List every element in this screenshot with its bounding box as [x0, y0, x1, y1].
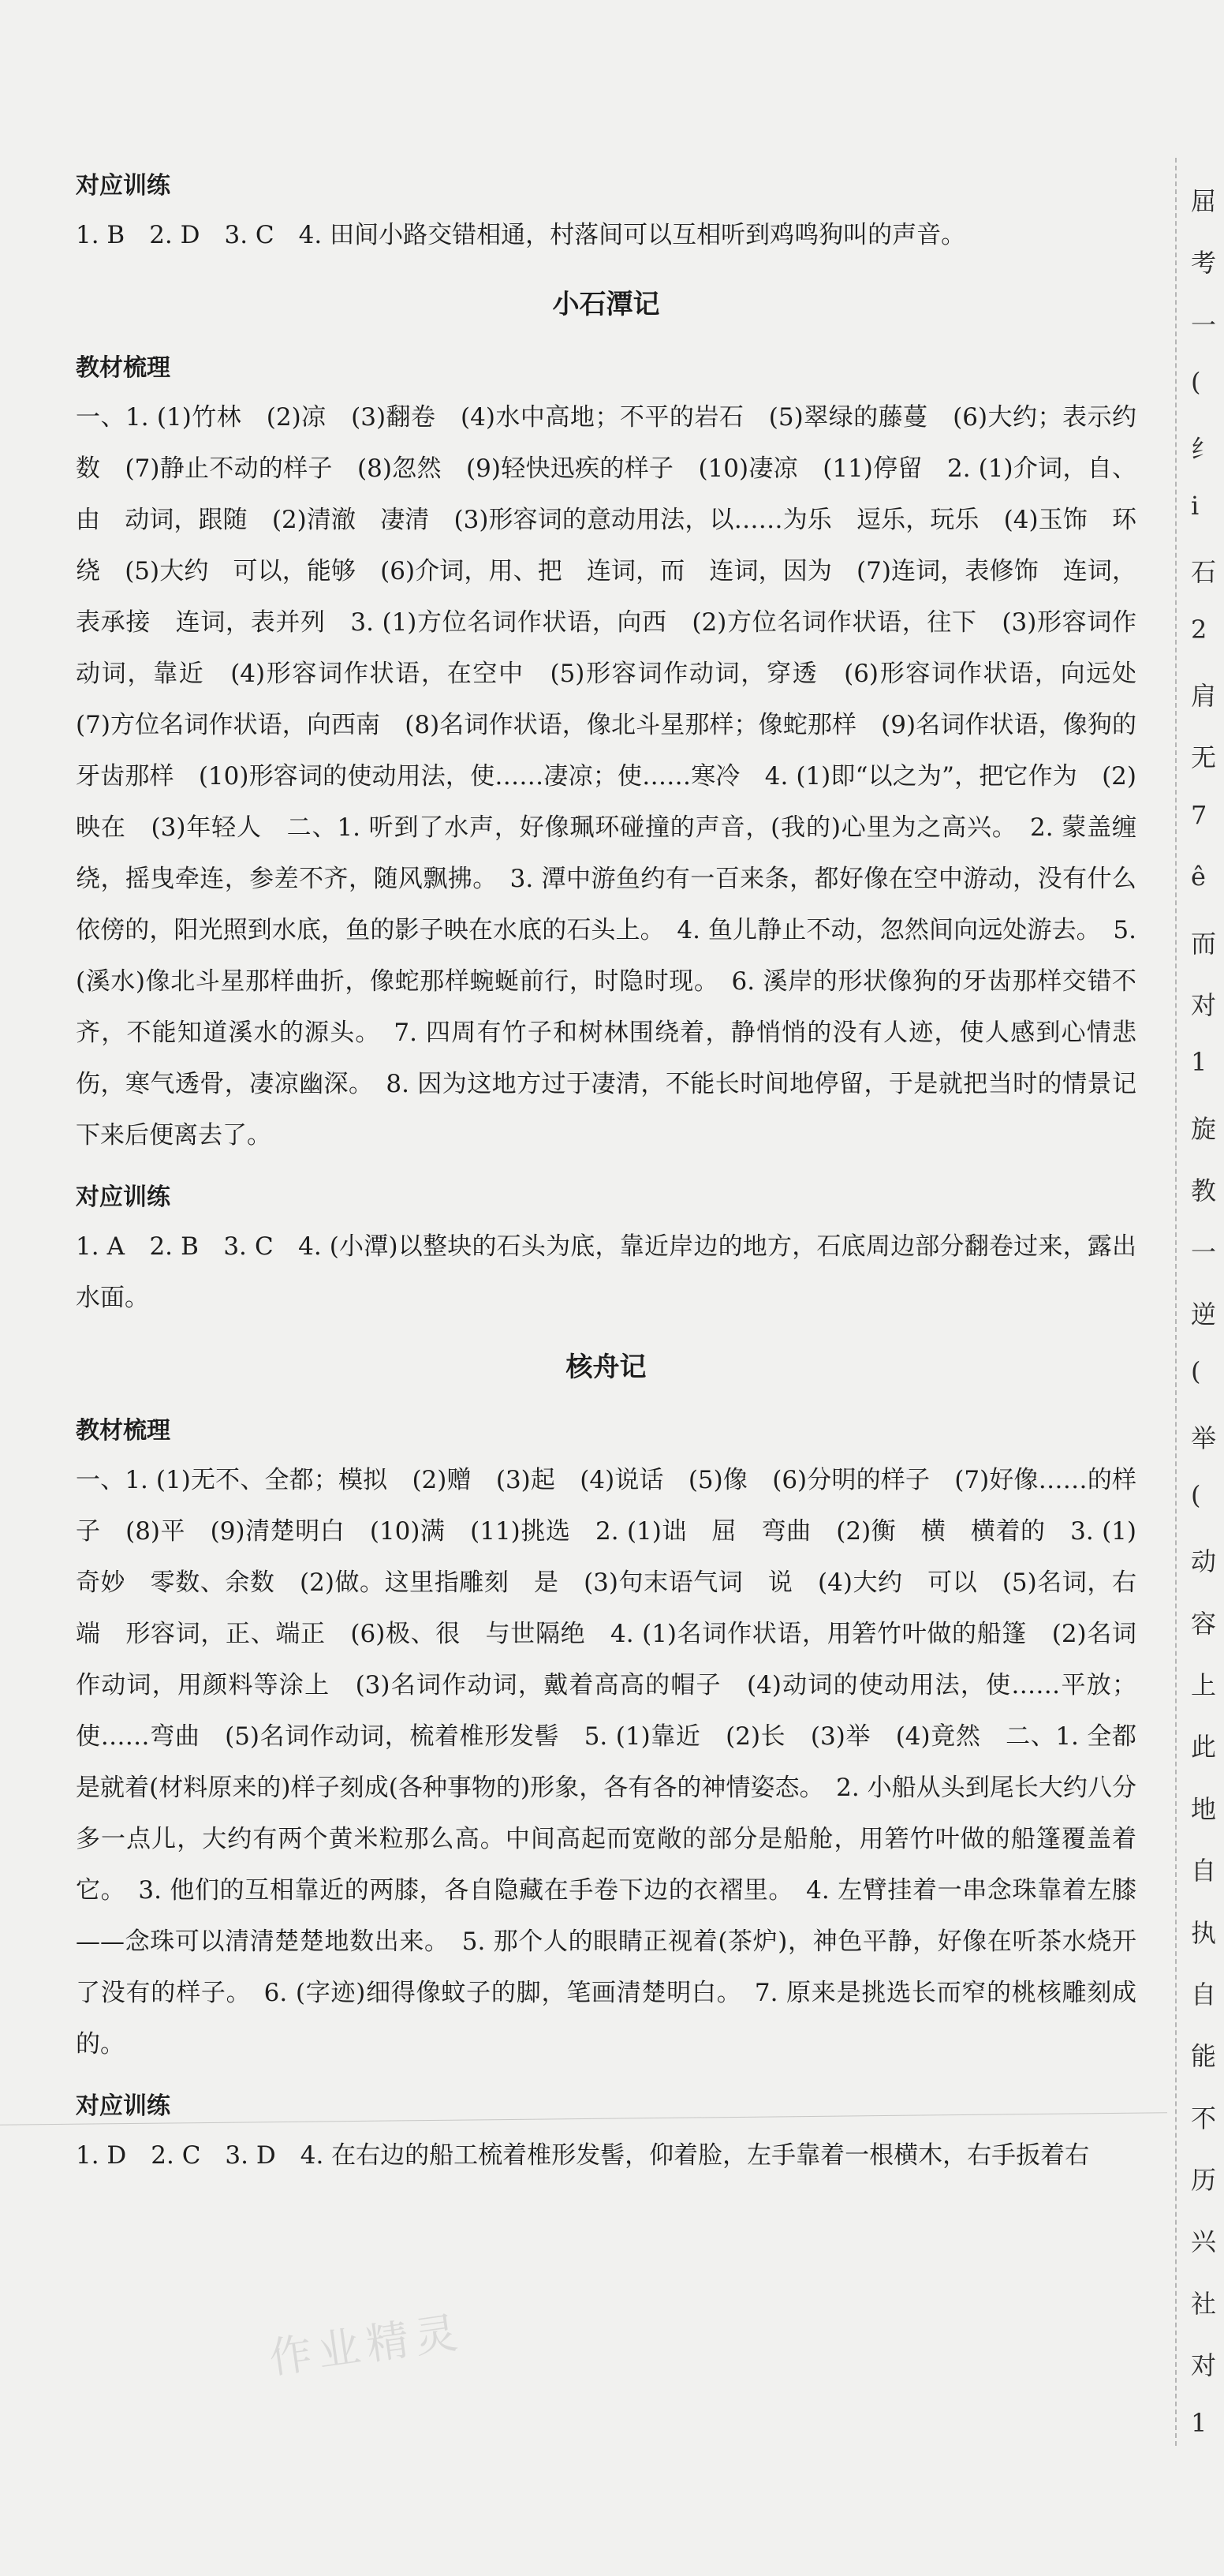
- adjacent-page-char: 旋: [1191, 1113, 1217, 1144]
- adjacent-page-char: 肩: [1191, 681, 1217, 712]
- watermark: 作业精灵: [266, 2307, 467, 2383]
- adjacent-page-char: 容: [1191, 1608, 1217, 1639]
- adjacent-page-char: 上: [1191, 1670, 1217, 1701]
- section-heading: 对应训练: [76, 172, 170, 200]
- answer-paragraph: 一、1. (1)无不、全都；模拟 (2)赠 (3)起 (4)说话 (5)像 (6)分明的样子 (7)好像……的样子 (8)平 (9)清楚明白 (10)满 (11)挑选 2. (1)诎 屈 弯曲 (2)衡 横 横着的 3. (1)奇妙 零数、余数 (2)做。这里指雕刻 是 (3)句末语气词 说 (4)大约 可以 (5)名词，右端 形容词，正、端正 (6)极、很 与世隔绝 4. (1)名词作状语，用箬竹叶做的船篷 (2)名词作动词，用颜料等涂上 (3)名词作动词，戴着高高的帽子 (4)动词的使动用法，使……平放；使……弯曲 (5)名词作动词，梳着椎形发髻 5. (1)靠近 (2)长 (3)举 (4)竟然 二、1. 全都是就着(材料原来的)样子刻成(各种事物的)形象，各有各的神情姿态。 2. 小船从头到尾长大约八分多一点儿，大约有两个黄米粒那么高。中间高起而宽敞的部分是船舱，用箬竹叶做的船篷覆盖着它。 3. 他们的互相靠近的两膝，各自隐藏在手卷下边的衣褶里。 4. 左臂挂着一串念珠靠着左膝——念珠可以清清楚楚地数出来。 5. 那个人的眼睛正视着(茶炉)，神色平静，好像在听茶水烧开了没有的样子。 6. (字迹)细得像蚊子的脚，笔画清楚明白。 7. 原来是挑选长而窄的桃核雕刻成的。: [76, 1466, 1136, 2058]
- adjacent-page-char: 纟: [1191, 433, 1217, 464]
- lesson-title: 小石潭记: [552, 289, 660, 320]
- adjacent-page-char: 动: [1191, 1546, 1217, 1577]
- section-heading: 对应训练: [76, 2092, 170, 2120]
- adjacent-page-char: 一: [1191, 1237, 1217, 1268]
- lesson-title: 核舟记: [565, 1352, 647, 1383]
- adjacent-page-char: 兴: [1191, 2226, 1217, 2257]
- adjacent-page-char: (: [1191, 367, 1201, 398]
- adjacent-page-char: 对: [1191, 989, 1217, 1020]
- answer-paragraph: 1. A 2. B 3. C 4. (小潭)以整块的石头为底，靠近岸边的地方，石底周边部分翻卷过来，露出水面。: [76, 1232, 1136, 1312]
- adjacent-page-char: 自: [1191, 1979, 1217, 2010]
- adjacent-page-char: 7: [1191, 799, 1207, 830]
- adjacent-page-char: 石: [1191, 557, 1217, 588]
- adjacent-page-char: 2: [1191, 614, 1207, 645]
- adjacent-page-char: i: [1191, 490, 1200, 521]
- adjacent-page-char: 1: [1191, 2407, 1207, 2438]
- adjacent-page-char: 不: [1191, 2103, 1217, 2133]
- adjacent-page-char: 自: [1191, 1856, 1217, 1886]
- adjacent-page-char: 逆: [1191, 1299, 1217, 1329]
- answer-paragraph: 1. B 2. D 3. C 4. 田间小路交错相通，村落间可以互相听到鸡鸣狗叫的声音。: [76, 221, 966, 249]
- adjacent-page-char: ê: [1191, 862, 1206, 892]
- answer-paragraph: 1. D 2. C 3. D 4. 在右边的船工梳着椎形发髻，仰着脸，左手靠着一根横木，右手扳着右: [76, 2141, 1090, 2170]
- adjacent-page-char: 教: [1191, 1176, 1217, 1206]
- adjacent-page-char: (: [1191, 1479, 1201, 1510]
- adjacent-page-char: 屈: [1191, 186, 1217, 216]
- adjacent-page-char: 举: [1191, 1423, 1217, 1453]
- section-heading: 对应训练: [76, 1183, 170, 1211]
- adjacent-page-char: 一: [1191, 309, 1217, 340]
- section-heading: 教材梳理: [76, 1417, 170, 1445]
- answer-paragraph: 一、1. (1)竹林 (2)凉 (3)翻卷 (4)水中高地；不平的岩石 (5)翠绿的藤蔓 (6)大约；表示约数 (7)静止不动的样子 (8)忽然 (9)轻快迅疾的样子 (10)凄凉 (11)停留 2. (1)介词，自、由 动词，跟随 (2)清澈 凄清 (3)形容词的意动用法，以……为乐 逗乐，玩乐 (4)玉饰 环绕 (5)大约 可以，能够 (6)介词，用、把 连词，而 连词，因为 (7)连词，表修饰 连词，表承接 连词，表并列 3. (1)方位名词作状语，向西 (2)方位名词作状语，往下 (3)形容词作动词，靠近 (4)形容词作状语，在空中 (5)形容词作动词，穿透 (6)形容词作状语，向远处 (7)方位名词作状语，向西南 (8)名词作状语，像北斗星那样；像蛇那样 (9)名词作状语，像狗的牙齿那样 (10)形容词的使动用法，使……凄凉；使……寒冷 4. (1)即“以之为”，把它作为 (2)映在 (3)年轻人 二、1. 听到了水声，好像珮环碰撞的声音，(我的)心里为之高兴。 2. 蒙盖缠绕，摇曳牵连，参差不齐，随风飘拂。 3. 潭中游鱼约有一百来条，都好像在空中游动，没有什么依傍的，阳光照到水底，鱼的影子映在水底的石头上。 4. 鱼儿静止不动，忽然间向远处游去。 5. (溪水)像北斗星那样曲折，像蛇那样蜿蜒前行，时隐时现。 6. 溪岸的形状像狗的牙齿那样交错不齐，不能知道溪水的源头。 7. 四周有竹子和树林围绕着，静悄悄的没有人迹，使人感到心情悲伤，寒气透骨，凄凉幽深。 8. 因为这地方过于凄清，不能长时间地停留，于是就把当时的情景记下来后便离去了。: [76, 403, 1161, 1150]
- adjacent-page-char: 对: [1191, 2350, 1217, 2381]
- adjacent-page-char: (: [1191, 1356, 1201, 1387]
- adjacent-page-char: 无: [1191, 742, 1217, 773]
- section-heading: 教材梳理: [76, 354, 170, 382]
- adjacent-page-char: 执: [1191, 1917, 1217, 1948]
- adjacent-page-char: 而: [1191, 928, 1217, 959]
- adjacent-page-char: 此: [1191, 1732, 1217, 1763]
- adjacent-page-char: 能: [1191, 2041, 1217, 2072]
- answer-column: [76, 150, 1161, 2182]
- adjacent-page-char: 地: [1191, 1793, 1217, 1824]
- adjacent-page-char: 考: [1191, 248, 1217, 279]
- adjacent-page-char: 历: [1191, 2165, 1217, 2196]
- adjacent-page-char: 1: [1191, 1047, 1207, 1078]
- adjacent-page-char: 社: [1191, 2288, 1217, 2319]
